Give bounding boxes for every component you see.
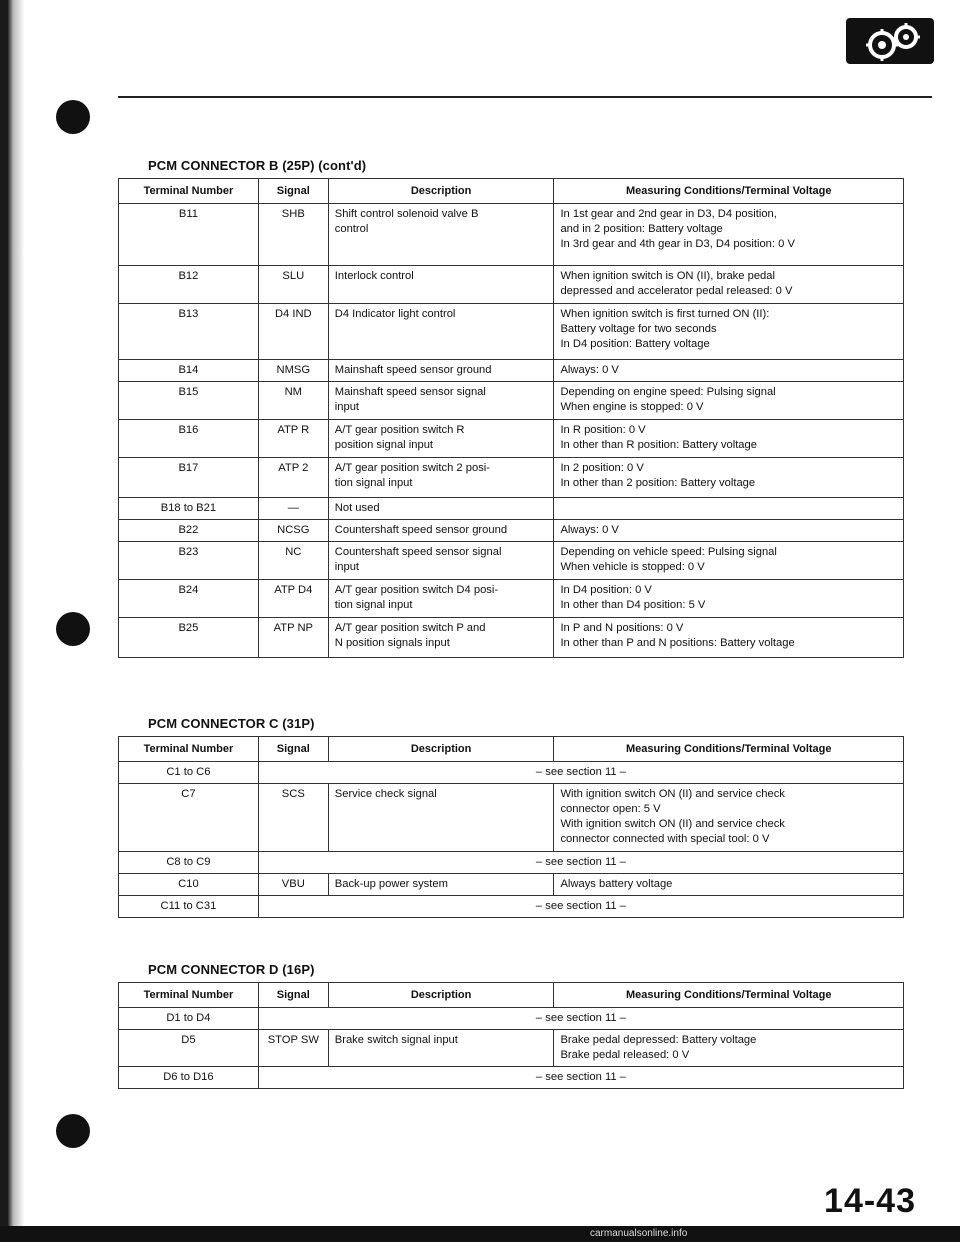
conditions-cell — [554, 458, 904, 498]
description-cell — [328, 498, 554, 520]
cell-line: Brake switch signal input — [334, 1034, 458, 1046]
header-terminal: Terminal Number — [119, 983, 259, 1008]
see-section-cell: – see section 11 – — [258, 896, 903, 918]
table-row — [119, 304, 904, 360]
table-row — [119, 542, 904, 580]
cell-line: Countershaft speed sensor signal — [334, 546, 502, 558]
description-cell — [328, 520, 554, 542]
cell-line: connector connected with special tool: 0 V — [560, 833, 770, 845]
header-conditions: Measuring Conditions/Terminal Voltage — [554, 983, 904, 1008]
see-section-cell: – see section 11 – — [258, 852, 903, 874]
cell-line: In 3rd gear and 4th gear in D3, D4 position: 0 V — [560, 238, 795, 250]
cell-line: Depending on vehicle speed: Pulsing signal — [560, 546, 777, 558]
section-c-title: PCM CONNECTOR C (31P) — [148, 716, 315, 731]
header-description: Description — [328, 983, 554, 1008]
terminal-cell: B22 — [119, 520, 259, 542]
signal-cell: NM — [258, 382, 328, 420]
cell-line: control — [334, 223, 369, 235]
cell-line: depressed and accelerator pedal released: 0 V — [560, 285, 793, 297]
terminal-cell: B13 — [119, 304, 259, 360]
cell-line: In other than R position: Battery voltage — [560, 439, 757, 451]
cell-line: In 1st gear and 2nd gear in D3, D4 position, — [560, 208, 777, 220]
table-header-row — [119, 983, 904, 1008]
cell-line: Shift control solenoid valve B — [334, 208, 479, 220]
conditions-cell — [554, 618, 904, 658]
footer-bar — [0, 1226, 960, 1242]
page-gutter — [8, 0, 38, 1242]
cell-line: Back-up power system — [334, 878, 448, 890]
description-cell — [328, 580, 554, 618]
conditions-cell — [554, 1030, 904, 1067]
cell-line: input — [334, 401, 360, 413]
terminal-cell: C1 to C6 — [119, 762, 259, 784]
cell-line: Not used — [334, 502, 380, 514]
table-row — [119, 874, 904, 896]
header-rule — [118, 96, 932, 98]
signal-cell: ATP R — [258, 420, 328, 458]
cell-line: A/T gear position switch P and — [334, 622, 486, 634]
terminal-cell: C8 to C9 — [119, 852, 259, 874]
terminal-cell: B17 — [119, 458, 259, 498]
header-signal: Signal — [258, 983, 328, 1008]
cell-line: Mainshaft speed sensor signal — [334, 386, 486, 398]
header-conditions: Measuring Conditions/Terminal Voltage — [554, 179, 904, 204]
table-row — [119, 618, 904, 658]
header-signal: Signal — [258, 179, 328, 204]
description-cell — [328, 1030, 554, 1067]
terminal-cell: B16 — [119, 420, 259, 458]
cell-line: and in 2 position: Battery voltage — [560, 223, 723, 235]
cell-line: A/T gear position switch R — [334, 424, 465, 436]
table-row — [119, 266, 904, 304]
cell-line: connector open: 5 V — [560, 803, 661, 815]
description-cell — [328, 266, 554, 304]
description-cell — [328, 304, 554, 360]
signal-cell: SHB — [258, 204, 328, 266]
table-row — [119, 580, 904, 618]
header-signal: Signal — [258, 737, 328, 762]
signal-cell: D4 IND — [258, 304, 328, 360]
cell-line: Mainshaft speed sensor ground — [334, 364, 492, 376]
terminal-cell: B12 — [119, 266, 259, 304]
binder-hole — [56, 1114, 90, 1148]
header-terminal: Terminal Number — [119, 737, 259, 762]
conditions-cell — [554, 204, 904, 266]
signal-cell: ATP 2 — [258, 458, 328, 498]
cell-line: Brake pedal depressed: Battery voltage — [560, 1034, 757, 1046]
cell-line: When engine is stopped: 0 V — [560, 401, 704, 413]
header-terminal: Terminal Number — [119, 179, 259, 204]
terminal-cell: C10 — [119, 874, 259, 896]
signal-cell: ATP NP — [258, 618, 328, 658]
cell-line: N position signals input — [334, 637, 450, 649]
table-row — [119, 360, 904, 382]
gears-icon — [846, 18, 934, 64]
cell-line: With ignition switch ON (II) and service check — [560, 788, 785, 800]
terminal-cell: B23 — [119, 542, 259, 580]
cell-line: A/T gear position switch D4 posi- — [334, 584, 499, 596]
signal-cell: NMSG — [258, 360, 328, 382]
cell-line: When vehicle is stopped: 0 V — [560, 561, 705, 573]
table-row — [119, 784, 904, 852]
header-conditions: Measuring Conditions/Terminal Voltage — [554, 737, 904, 762]
section-b-title: PCM CONNECTOR B (25P) (cont'd) — [148, 158, 367, 173]
table-row — [119, 204, 904, 266]
cell-line: Countershaft speed sensor ground — [334, 524, 508, 536]
cell-line: In other than D4 position: 5 V — [560, 599, 706, 611]
table-row — [119, 1067, 904, 1089]
cell-line: input — [334, 561, 360, 573]
cell-line: A/T gear position switch 2 posi- — [334, 462, 491, 474]
terminal-cell: B14 — [119, 360, 259, 382]
see-section-cell: – see section 11 – — [258, 1067, 903, 1089]
cell-line: When ignition switch is ON (II), brake pedal — [560, 270, 775, 282]
conditions-cell — [554, 784, 904, 852]
binder-edge — [0, 0, 8, 1242]
terminal-cell: B18 to B21 — [119, 498, 259, 520]
description-cell — [328, 542, 554, 580]
conditions-cell — [554, 266, 904, 304]
cell-line: D4 Indicator light control — [334, 308, 456, 320]
signal-cell: VBU — [258, 874, 328, 896]
cell-line: In 2 position: 0 V — [560, 462, 644, 474]
table-row — [119, 762, 904, 784]
terminal-cell: D6 to D16 — [119, 1067, 259, 1089]
cell-line: Service check signal — [334, 788, 437, 800]
conditions-cell — [554, 304, 904, 360]
connector-b-table — [118, 178, 904, 658]
cell-line: With ignition switch ON (II) and service check — [560, 818, 785, 830]
cell-line: Always: 0 V — [560, 364, 619, 376]
table-row — [119, 852, 904, 874]
signal-cell: NCSG — [258, 520, 328, 542]
cell-line: In P and N positions: 0 V — [560, 622, 684, 634]
see-section-cell: – see section 11 – — [258, 762, 903, 784]
cell-line: Depending on engine speed: Pulsing signal — [560, 386, 776, 398]
conditions-cell — [554, 542, 904, 580]
table-row — [119, 1008, 904, 1030]
header-description: Description — [328, 179, 554, 204]
cell-line: Battery voltage for two seconds — [560, 323, 717, 335]
signal-cell: STOP SW — [258, 1030, 328, 1067]
description-cell — [328, 618, 554, 658]
conditions-cell — [554, 382, 904, 420]
signal-cell: SCS — [258, 784, 328, 852]
description-cell — [328, 874, 554, 896]
table-row — [119, 1030, 904, 1067]
terminal-cell: C11 to C31 — [119, 896, 259, 918]
table-row — [119, 382, 904, 420]
terminal-cell: C7 — [119, 784, 259, 852]
signal-cell: SLU — [258, 266, 328, 304]
conditions-cell — [554, 874, 904, 896]
description-cell — [328, 784, 554, 852]
table-row — [119, 420, 904, 458]
description-cell — [328, 360, 554, 382]
binder-hole — [56, 100, 90, 134]
cell-line: In other than 2 position: Battery voltage — [560, 477, 756, 489]
binder-hole — [56, 612, 90, 646]
terminal-cell: B24 — [119, 580, 259, 618]
table-row — [119, 458, 904, 498]
cell-line: In other than P and N positions: Battery voltage — [560, 637, 795, 649]
cell-line: tion signal input — [334, 477, 413, 489]
signal-cell: ATP D4 — [258, 580, 328, 618]
section-d-title: PCM CONNECTOR D (16P) — [148, 962, 315, 977]
cell-line: Always battery voltage — [560, 878, 673, 890]
terminal-cell: D1 to D4 — [119, 1008, 259, 1030]
conditions-cell — [554, 420, 904, 458]
table-header-row — [119, 737, 904, 762]
see-section-cell: – see section 11 – — [258, 1008, 903, 1030]
table-header-row — [119, 179, 904, 204]
cell-line: Always: 0 V — [560, 524, 619, 536]
signal-cell: NC — [258, 542, 328, 580]
cell-line: In R position: 0 V — [560, 424, 646, 436]
terminal-cell: D5 — [119, 1030, 259, 1067]
page-number: 14-43 — [824, 1182, 916, 1220]
conditions-cell — [554, 520, 904, 542]
description-cell — [328, 458, 554, 498]
cell-line: In D4 position: Battery voltage — [560, 338, 710, 350]
cell-line: When ignition switch is first turned ON (II): — [560, 308, 770, 320]
table-row — [119, 520, 904, 542]
description-cell — [328, 420, 554, 458]
cell-line: Brake pedal released: 0 V — [560, 1049, 690, 1061]
conditions-cell — [554, 580, 904, 618]
cell-line: In D4 position: 0 V — [560, 584, 652, 596]
description-cell — [328, 204, 554, 266]
conditions-cell — [554, 360, 904, 382]
connector-d-table — [118, 982, 904, 1089]
footer-watermark: carmanualsonline.info — [590, 1228, 688, 1239]
cell-line: Interlock control — [334, 270, 414, 282]
conditions-cell — [554, 498, 904, 520]
cell-line: tion signal input — [334, 599, 413, 611]
terminal-cell: B15 — [119, 382, 259, 420]
header-description: Description — [328, 737, 554, 762]
table-row — [119, 896, 904, 918]
table-row — [119, 498, 904, 520]
terminal-cell: B25 — [119, 618, 259, 658]
terminal-cell: B11 — [119, 204, 259, 266]
connector-c-table — [118, 736, 904, 918]
signal-cell: — — [258, 498, 328, 520]
cell-line: position signal input — [334, 439, 434, 451]
description-cell — [328, 382, 554, 420]
